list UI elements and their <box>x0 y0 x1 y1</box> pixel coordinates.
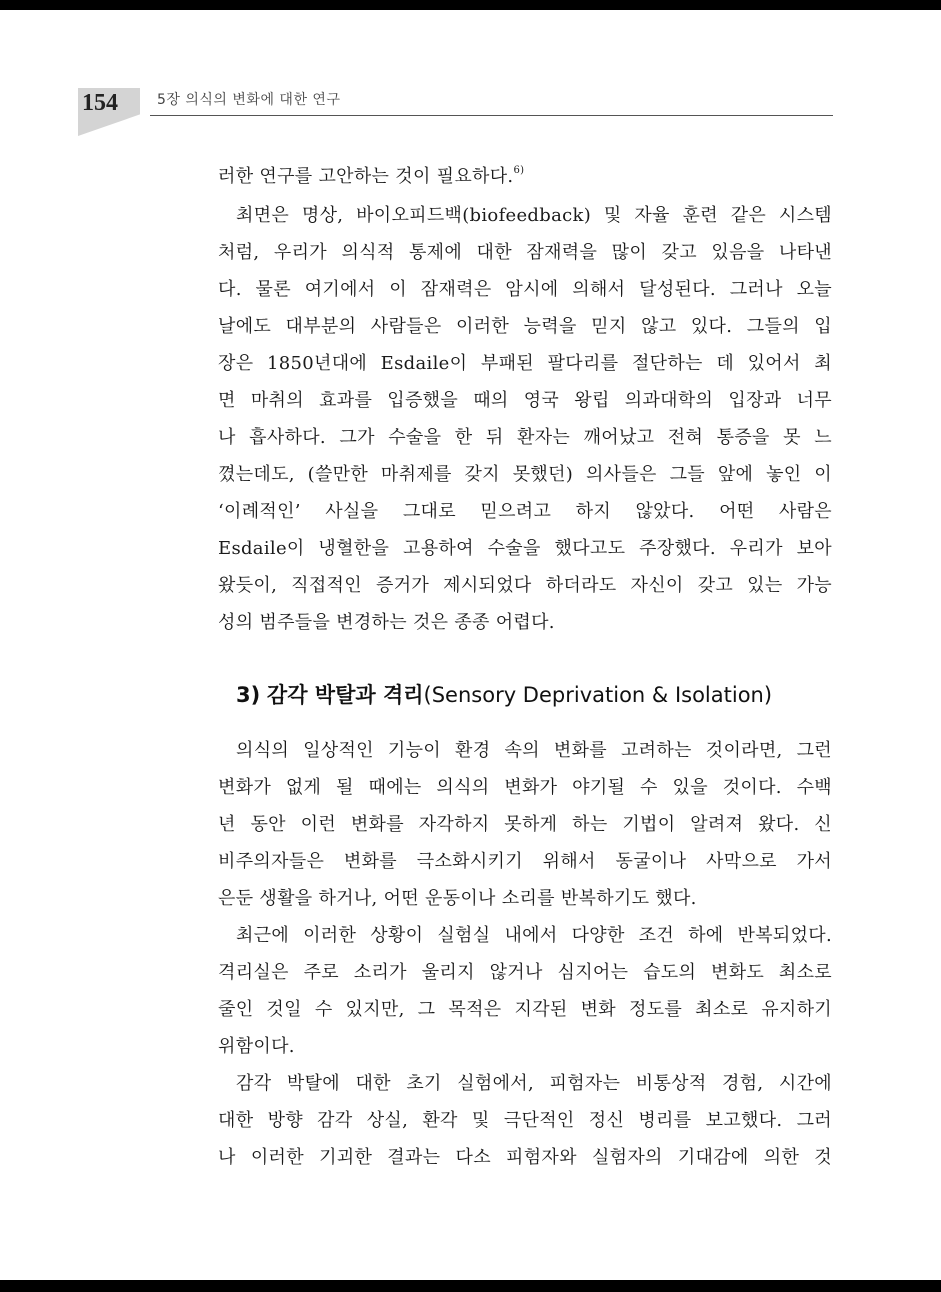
header-rule <box>150 115 833 116</box>
text-line: 격리실은 주로 소리가 울리지 않거나 심지어는 습도의 변화도 최소로 <box>218 962 832 983</box>
text-line: 꼈는데도, (쓸만한 마취제를 갖지 못했던) 의사들은 그들 앞에 놓인 이 <box>218 464 832 485</box>
text-line: 대한 방향 감각 상실, 환각 및 극단적인 정신 병리를 보고했다. 그러 <box>218 1110 832 1131</box>
section-title-ko: 감각 박탈과 격리 <box>266 683 424 707</box>
section-heading <box>236 678 772 712</box>
text-line: ‘이례적인’ 사실을 그대로 믿으려고 하지 않았다. 어떤 사람은 <box>218 501 832 522</box>
bottom-border <box>0 1280 941 1292</box>
section-number: 3) <box>236 683 261 707</box>
text-line: 처럼, 우리가 의식적 통제에 대한 잠재력을 많이 갖고 있음을 나타낸 <box>218 242 832 263</box>
text-line: 의식의 일상적인 기능이 환경 속의 변화를 고려하는 것이라면, 그런 <box>236 740 832 761</box>
text-line: 장은 1850년대에 Esdaile이 부패된 팔다리를 절단하는 데 있어서 최 <box>218 353 832 374</box>
text-line: 비주의자들은 변화를 극소화시키기 위해서 동굴이나 사막으로 가서 <box>218 851 832 872</box>
text-line: 년 동안 이런 변화를 자각하지 못하게 하는 기법이 알려져 왔다. 신 <box>218 814 832 835</box>
text-line: 성의 범주들을 변경하는 것은 종종 어렵다. <box>218 612 555 633</box>
text-line: 러한 연구를 고안하는 것이 필요하다.$^{6)}$ <box>218 165 525 187</box>
text-line: 면 마취의 효과를 입증했을 때의 영국 왕립 의과대학의 입장과 너무 <box>218 390 832 411</box>
paragraph-hypnosis <box>218 197 832 641</box>
footnote-ref: 6) <box>513 165 525 176</box>
text-line: 나 흡사하다. 그가 수술을 한 뒤 환자는 깨어났고 전혀 통증을 못 느 <box>218 427 832 448</box>
text-line: 나 이러한 기괴한 결과는 다소 피험자와 실험자의 기대감에 의한 것 <box>218 1147 832 1168</box>
text-line: 날에도 대부분의 사람들은 이러한 능력을 믿지 않고 있다. 그들의 입 <box>218 316 832 337</box>
paragraph-early-experiments <box>218 1065 832 1176</box>
top-border <box>0 0 941 10</box>
text-line: 변화가 없게 될 때에는 의식의 변화가 야기될 수 있을 것이다. 수백 <box>218 777 832 798</box>
text-line: Esdaile이 냉혈한을 고용하여 수술을 했다고도 주장했다. 우리가 보아 <box>218 538 832 559</box>
running-head: 5장 의식의 변화에 대한 연구 <box>157 92 341 108</box>
text-line: 최근에 이러한 상황이 실험실 내에서 다양한 조건 하에 반복되었다. <box>236 925 832 946</box>
text-line: 위함이다. <box>218 1036 295 1057</box>
text-line: 다. 물론 여기에서 이 잠재력은 암시에 의해서 달성된다. 그러나 오늘 <box>218 279 832 300</box>
paragraph-continuation <box>218 158 832 195</box>
text-line: 최면은 명상, 바이오피드백(biofeedback) 및 자율 훈련 같은 시스템 <box>236 205 832 226</box>
paragraph-isolation-room <box>218 917 832 1065</box>
text-line: 은둔 생활을 하거나, 어떤 운동이나 소리를 반복하기도 했다. <box>218 888 697 909</box>
text-line: 줄인 것일 수 있지만, 그 목적은 지각된 변화 정도를 최소로 유지하기 <box>218 999 832 1020</box>
text-line: 감각 박탈에 대한 초기 실험에서, 피험자는 비통상적 경험, 시간에 <box>236 1073 832 1094</box>
page-number: 154 <box>82 90 118 116</box>
paragraph-mystics <box>218 732 832 917</box>
section-title-en: (Sensory Deprivation & Isolation) <box>423 683 773 707</box>
text-line: 왔듯이, 직접적인 증거가 제시되었다 하더라도 자신이 갖고 있는 가능 <box>218 575 832 596</box>
